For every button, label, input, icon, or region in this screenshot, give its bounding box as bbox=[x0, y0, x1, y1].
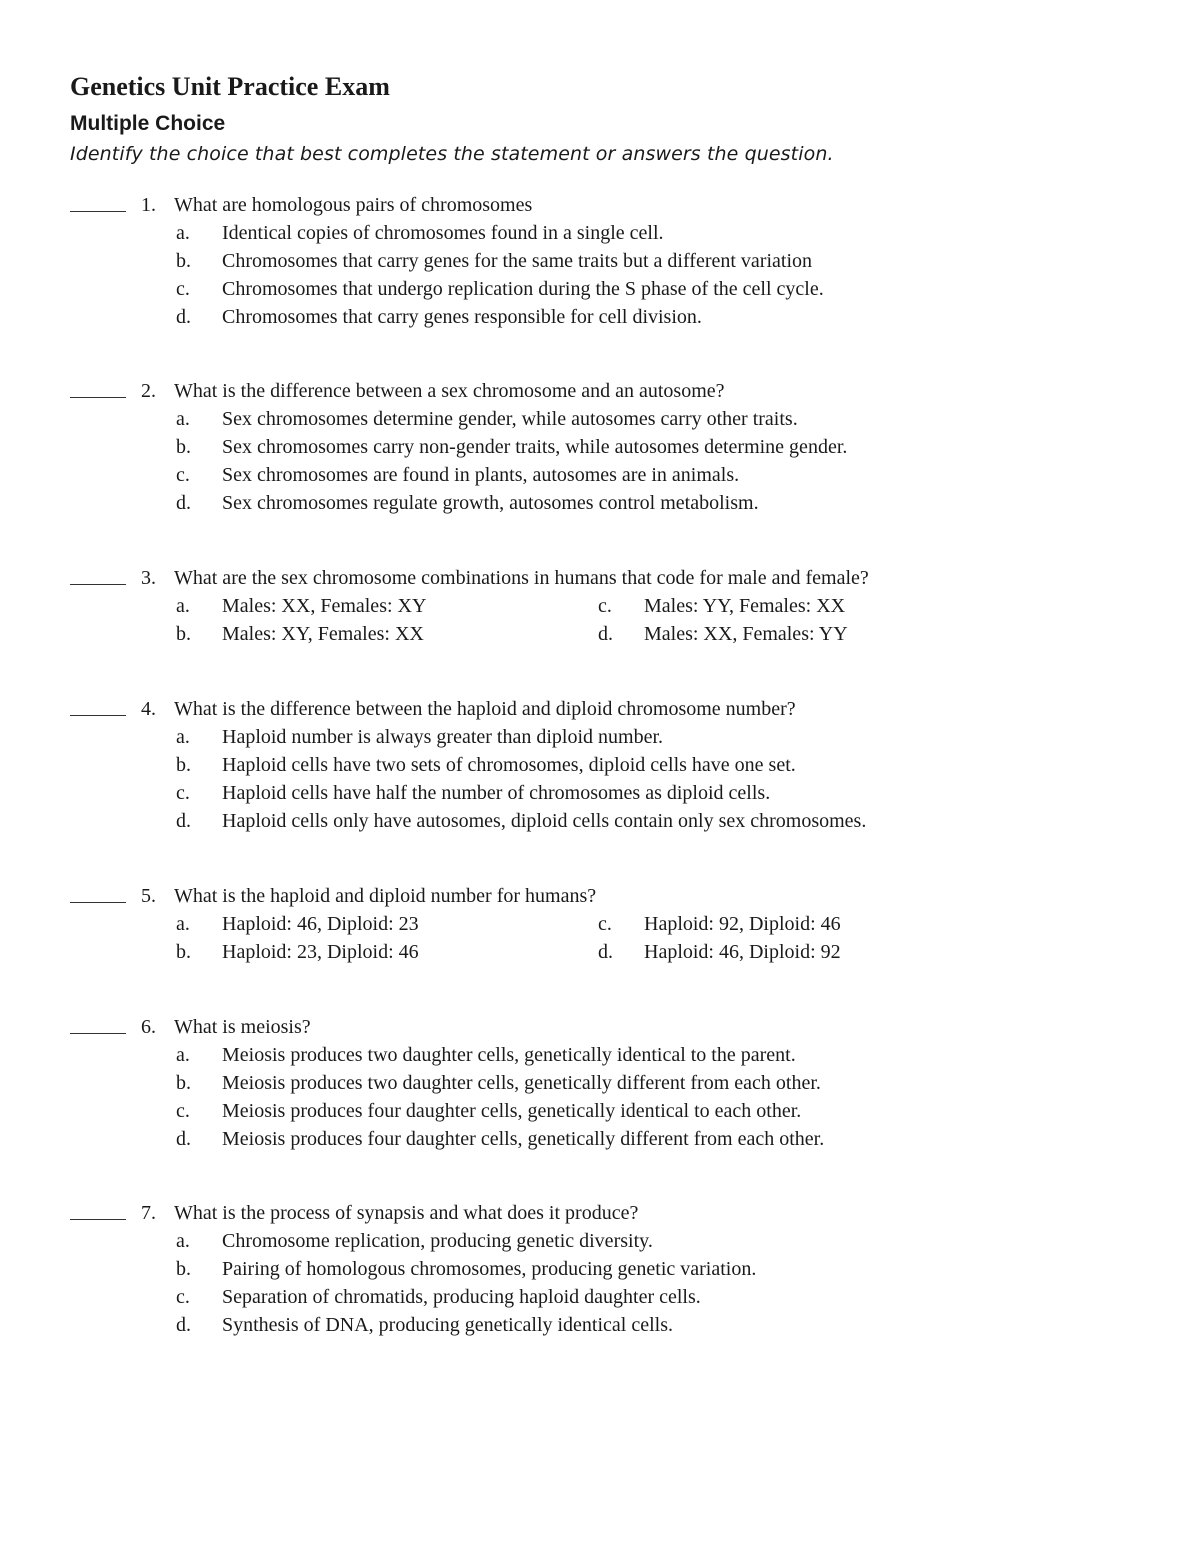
choice-letter: b. bbox=[176, 250, 191, 272]
question-number: 3. bbox=[141, 567, 156, 589]
answer-blank[interactable] bbox=[70, 584, 126, 585]
choice-text: Haploid: 46, Diploid: 23 bbox=[222, 913, 419, 935]
choice-text: Synthesis of DNA, producing genetically identical cells. bbox=[222, 1314, 674, 1336]
choice-letter: c. bbox=[176, 1100, 190, 1122]
choice-text: Haploid: 23, Diploid: 46 bbox=[222, 941, 419, 963]
question-5 bbox=[70, 882, 990, 966]
question-text: What is the process of synapsis and what does it produce? bbox=[174, 1202, 639, 1224]
choice-text: Sex chromosomes regulate growth, autosomes control metabolism. bbox=[222, 492, 759, 514]
choice-text: Meiosis produces four daughter cells, genetically different from each other. bbox=[222, 1128, 825, 1150]
question-1 bbox=[70, 191, 990, 331]
choice-letter: c. bbox=[176, 782, 190, 804]
choice-text: Haploid: 46, Diploid: 92 bbox=[644, 941, 841, 963]
choice-letter: d. bbox=[176, 810, 191, 832]
choice-text: Chromosomes that carry genes for the same traits but a different variation bbox=[222, 250, 812, 272]
choice-text: Haploid: 92, Diploid: 46 bbox=[644, 913, 841, 935]
choice-letter: a. bbox=[176, 1044, 190, 1066]
question-text: What is the difference between the haploid and diploid chromosome number? bbox=[174, 698, 796, 720]
question-text: What is meiosis? bbox=[174, 1016, 311, 1038]
answer-blank[interactable] bbox=[70, 397, 126, 398]
choice-letter: a. bbox=[176, 726, 190, 748]
choice-text: Males: XX, Females: XY bbox=[222, 595, 427, 617]
choice-letter: b. bbox=[176, 754, 191, 776]
choice-letter: a. bbox=[176, 595, 190, 617]
question-3 bbox=[70, 564, 990, 648]
question-7 bbox=[70, 1199, 990, 1339]
choice-text: Males: XY, Females: XX bbox=[222, 623, 424, 645]
choice-letter: c. bbox=[176, 278, 190, 300]
choice-text: Identical copies of chromosomes found in a single cell. bbox=[222, 222, 664, 244]
choice-text: Separation of chromatids, producing haploid daughter cells. bbox=[222, 1286, 701, 1308]
choice-text: Chromosomes that undergo replication during the S phase of the cell cycle. bbox=[222, 278, 824, 300]
choice-text: Haploid cells only have autosomes, diploid cells contain only sex chromosomes. bbox=[222, 810, 867, 832]
instructions: Identify the choice that best completes the statement or answers the question. bbox=[70, 143, 834, 165]
question-number: 5. bbox=[141, 885, 156, 907]
choice-letter: c. bbox=[176, 1286, 190, 1308]
choice-text: Haploid cells have two sets of chromosomes, diploid cells have one set. bbox=[222, 754, 796, 776]
question-number: 1. bbox=[141, 194, 156, 216]
choice-letter: b. bbox=[176, 1072, 191, 1094]
choice-letter: a. bbox=[176, 408, 190, 430]
answer-blank[interactable] bbox=[70, 715, 126, 716]
choice-text: Meiosis produces two daughter cells, genetically different from each other. bbox=[222, 1072, 821, 1094]
choice-text: Males: XX, Females: YY bbox=[644, 623, 848, 645]
question-text: What are the sex chromosome combinations in humans that code for male and female? bbox=[174, 567, 869, 589]
choice-text: Sex chromosomes carry non-gender traits, while autosomes determine gender. bbox=[222, 436, 848, 458]
choice-letter: d. bbox=[598, 623, 613, 645]
choice-letter: d. bbox=[176, 1128, 191, 1150]
question-text: What is the difference between a sex chromosome and an autosome? bbox=[174, 380, 725, 402]
choice-text: Males: YY, Females: XX bbox=[644, 595, 846, 617]
section-heading: Multiple Choice bbox=[70, 112, 226, 135]
question-2 bbox=[70, 377, 990, 517]
question-6 bbox=[70, 1013, 990, 1153]
choice-text: Haploid cells have half the number of chromosomes as diploid cells. bbox=[222, 782, 771, 804]
choice-letter: a. bbox=[176, 222, 190, 244]
choice-text: Sex chromosomes determine gender, while autosomes carry other traits. bbox=[222, 408, 798, 430]
question-number: 4. bbox=[141, 698, 156, 720]
choice-letter: c. bbox=[598, 595, 612, 617]
question-text: What is the haploid and diploid number for humans? bbox=[174, 885, 597, 907]
choice-letter: a. bbox=[176, 913, 190, 935]
choice-letter: b. bbox=[176, 941, 191, 963]
question-text: What are homologous pairs of chromosomes bbox=[174, 194, 533, 216]
question-number: 6. bbox=[141, 1016, 156, 1038]
choice-letter: c. bbox=[598, 913, 612, 935]
choice-letter: d. bbox=[176, 1314, 191, 1336]
question-4 bbox=[70, 695, 990, 835]
page-title: Genetics Unit Practice Exam bbox=[70, 72, 390, 101]
choice-letter: a. bbox=[176, 1230, 190, 1252]
answer-blank[interactable] bbox=[70, 902, 126, 903]
choice-text: Haploid number is always greater than diploid number. bbox=[222, 726, 664, 748]
answer-blank[interactable] bbox=[70, 1219, 126, 1220]
choice-text: Chromosome replication, producing genetic diversity. bbox=[222, 1230, 653, 1252]
choice-letter: d. bbox=[598, 941, 613, 963]
answer-blank[interactable] bbox=[70, 1033, 126, 1034]
choice-text: Pairing of homologous chromosomes, producing genetic variation. bbox=[222, 1258, 757, 1280]
choice-letter: d. bbox=[176, 306, 191, 328]
choice-letter: b. bbox=[176, 436, 191, 458]
choice-text: Meiosis produces four daughter cells, genetically identical to each other. bbox=[222, 1100, 802, 1122]
choice-letter: d. bbox=[176, 492, 191, 514]
answer-blank[interactable] bbox=[70, 211, 126, 212]
choice-text: Meiosis produces two daughter cells, genetically identical to the parent. bbox=[222, 1044, 796, 1066]
choice-letter: b. bbox=[176, 1258, 191, 1280]
choice-text: Sex chromosomes are found in plants, autosomes are in animals. bbox=[222, 464, 740, 486]
choice-letter: c. bbox=[176, 464, 190, 486]
choice-letter: b. bbox=[176, 623, 191, 645]
question-number: 7. bbox=[141, 1202, 156, 1224]
question-number: 2. bbox=[141, 380, 156, 402]
choice-text: Chromosomes that carry genes responsible for cell division. bbox=[222, 306, 702, 328]
